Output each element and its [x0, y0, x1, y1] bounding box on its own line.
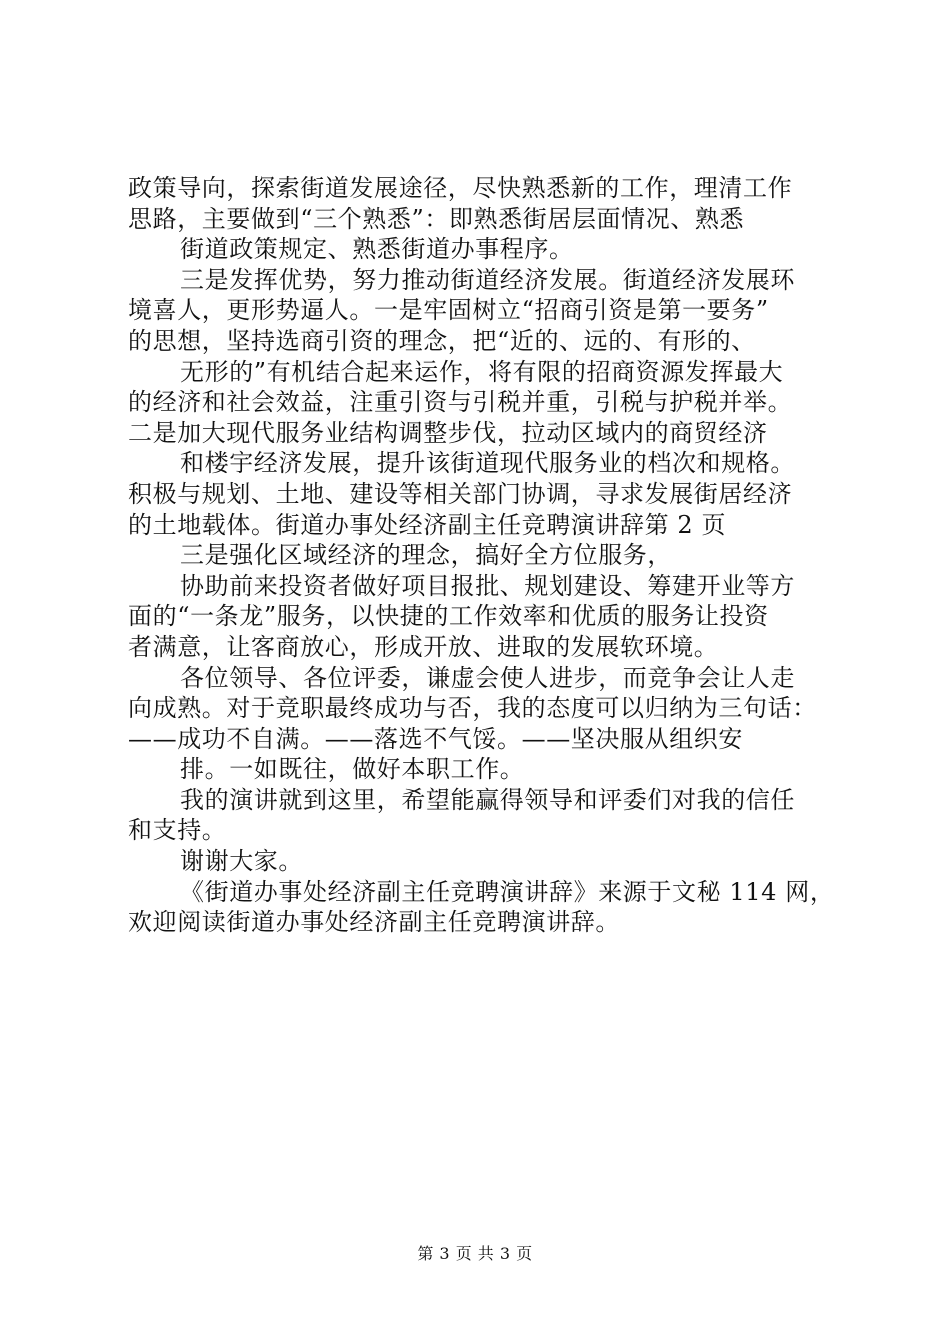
text-line: 的经济和社会效益，注重引资与引税并重，引税与护税并举。 — [128, 388, 793, 417]
text-line: 向成熟。对于竞职最终成功与否，我的态度可以归纳为三句话： — [128, 694, 817, 723]
text-line: 《街道办事处经济副主任竞聘演讲辞》来源于文秘 114 网， — [180, 877, 835, 906]
text-line: 的土地载体。街道办事处经济副主任竞聘演讲辞第 2 页 — [128, 510, 727, 539]
text-line: 谢谢大家。 — [180, 847, 303, 876]
text-line: 境喜人，更形势逼人。一是牢固树立“招商引资是第一要务” — [128, 296, 769, 325]
text-line: 欢迎阅读街道办事处经济副主任竞聘演讲辞。 — [128, 908, 620, 937]
text-line: 政策导向，探索街道发展途径，尽快熟悉新的工作，理清工作 — [128, 174, 793, 202]
text-line: 各位领导、各位评委，谦虚会使人进步，而竞争会让人走 — [180, 663, 795, 692]
text-line: 三是发挥优势，努力推动街道经济发展。街道经济发展环 — [180, 265, 795, 294]
text-line: 者满意，让客商放心，形成开放、进取的发展软环境。 — [128, 632, 719, 661]
text-line: 三是强化区域经济的理念，搞好全方位服务， — [180, 541, 672, 570]
text-line: 和楼宇经济发展，提升该街道现代服务业的档次和规格。 — [180, 449, 795, 478]
text-line: 排。一如既往，做好本职工作。 — [180, 755, 525, 784]
text-line: 我的演讲就到这里，希望能赢得领导和评委们对我的信任 — [180, 785, 795, 814]
text-line: 协助前来投资者做好项目报批、规划建设、筹建开业等方 — [180, 571, 795, 600]
text-line: 街道政策规定、熟悉街道办事程序。 — [180, 235, 574, 264]
text-line: 积极与规划、土地、建设等相关部门协调，寻求发展街居经济 — [128, 479, 793, 508]
text-line: 思路，主要做到“三个熟悉”：即熟悉街居层面情况、熟悉 — [128, 204, 745, 233]
text-line: ——成功不自满。——落选不气馁。——坚决服从组织安 — [128, 724, 743, 753]
text-line: 和支持。 — [128, 816, 227, 845]
text-line: 的思想，坚持选商引资的理念，把“近的、远的、有形的、 — [128, 326, 756, 355]
text-line: 面的“一条龙”服务，以快捷的工作效率和优质的服务让投资 — [128, 602, 769, 631]
text-line: 二是加大现代服务业结构调整步伐，拉动区域内的商贸经济 — [128, 418, 768, 447]
text-line: 无形的”有机结合起来运作，将有限的招商资源发挥最大 — [180, 357, 784, 386]
page-footer: 第 3 页 共 3 页 — [417, 1244, 533, 1263]
document-body — [128, 173, 835, 938]
